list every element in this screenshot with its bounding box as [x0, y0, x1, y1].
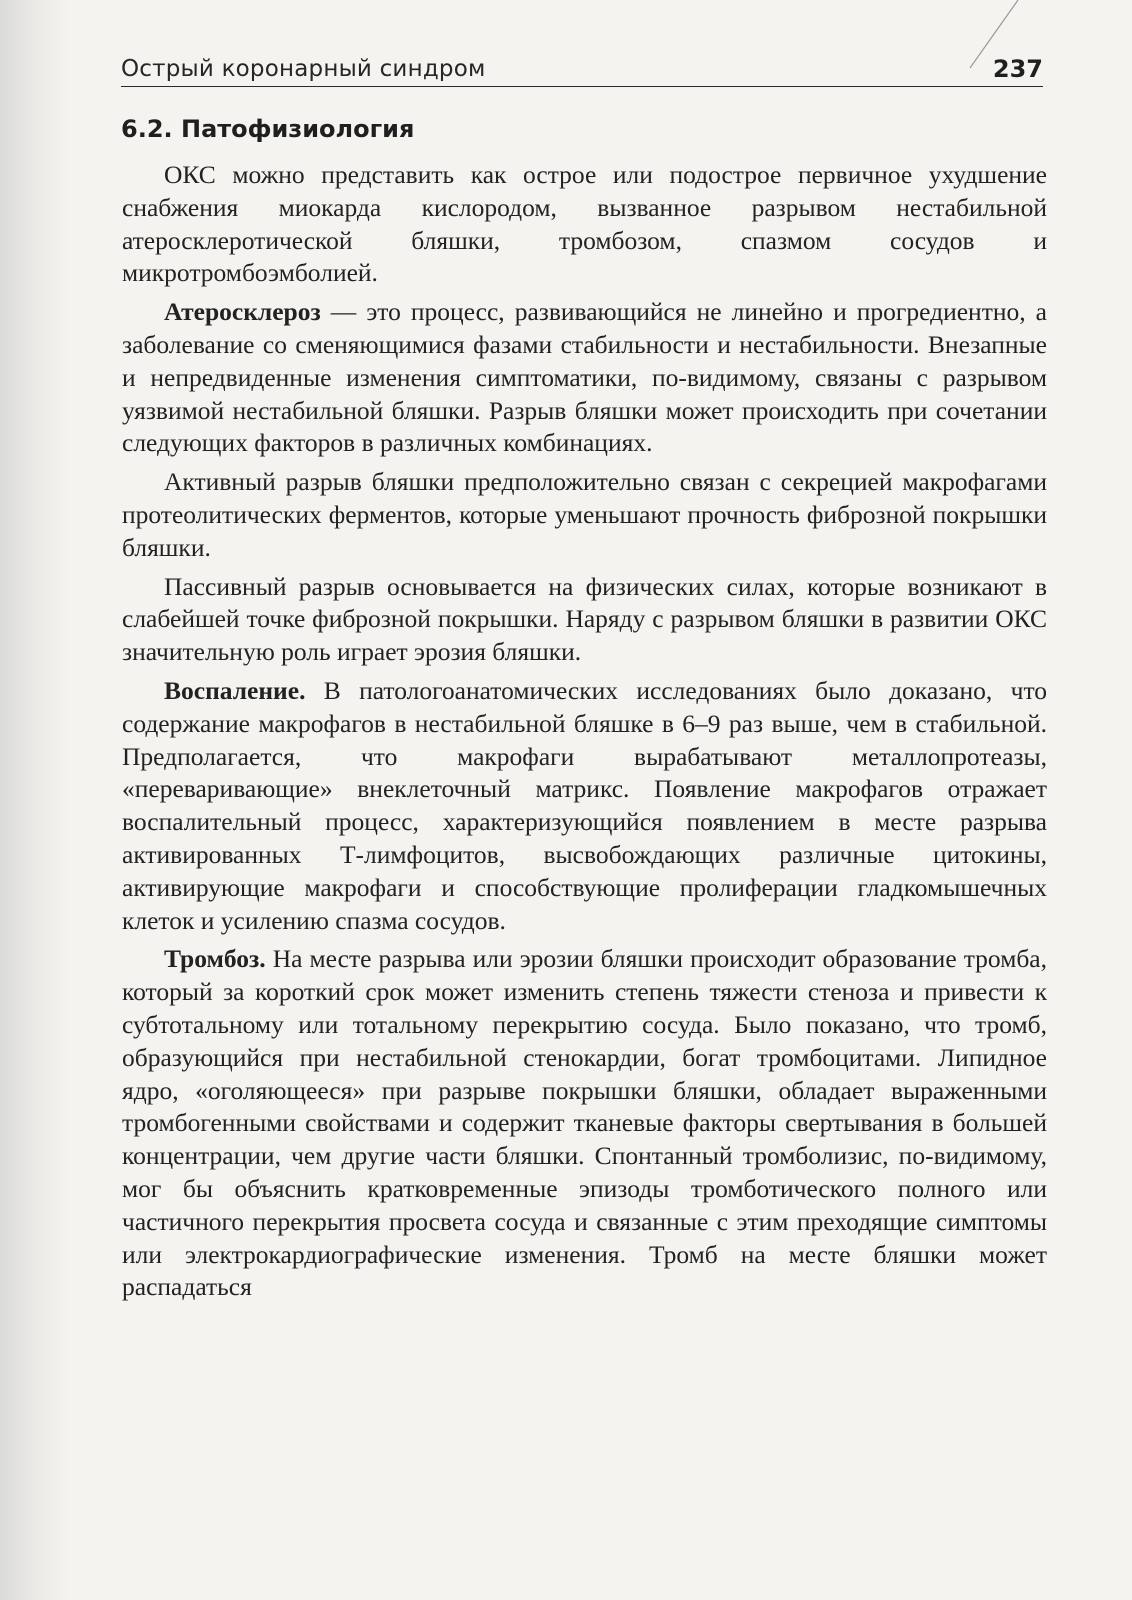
paragraph-text: В патологоанатомических исследованиях было доказано, что содержание макрофагов в нестабильной бляшке в 6–9 раз выше, чем в стабильной. Предполагается, что макрофаги вырабатывают металлопротеазы, «переваривающие» внеклеточный матрикс. Появление макрофагов отражает воспалительный процесс, характеризующийся появлением в месте разрыва активированных Т-лимфоцитов, высвобождающих различные цитокины, активирующие макрофаги и способствующие пролиферации гладкомышечных клеток и усилению спазма сосудов.	[122, 675, 1047, 935]
paragraph-inflammation	[122, 675, 1047, 937]
paragraph-atherosclerosis	[122, 296, 1047, 460]
paragraph-text: Активный разрыв бляшки предположительно связан с секрецией макрофагами протеолитических ферментов, которые уменьшают прочность фиброзной покрышки бляшки.	[122, 467, 1047, 562]
paragraph-thrombosis	[122, 943, 1047, 1304]
paragraph-text: На месте разрыва или эрозии бляшки происходит образование тромба, который за короткий срок может изменить степень тяжести стеноза и привести к субтотальному или тотальному перекрытию сосуда. Было показано, что тромб, образующийся при нестабильной стенокардии, богат тромбоцитами. Липидное ядро, «оголяющееся» при разрыве покрышки бляшки, обладает выраженными тромбогенными свойствами и содержит тканевые факторы свертывания в большей концентрации, чем другие части бляшки. Спонтанный тромболизис, по-видимому, мог бы объяснить кратковременные эпизоды тромботического полного или частичного перекрытия просвета сосуда и связанные с этим преходящие симптомы или электрокардиографические изменения. Тромб на месте бляшки может распадаться	[122, 944, 1047, 1302]
paragraph-text: ОКС можно представить как острое или подострое первичное ухудшение снабжения миокарда кислородом, вызванное разрывом нестабильной атеросклеротической бляшки, тромбозом, спазмом сосудов и микротромбоэмболией.	[122, 160, 1047, 288]
paragraph-intro	[122, 159, 1047, 290]
paragraph-term: Тромбоз.	[164, 944, 266, 974]
running-title: Острый коронарный синдром	[121, 56, 486, 82]
body-text	[122, 159, 1047, 1310]
paragraph-text: Пассивный разрыв основывается на физических силах, которые возникают в слабейшей точке фиброзной покрышки. Наряду с разрывом бляшки в развитии ОКС значительную роль играет эрозия бляшки.	[122, 571, 1047, 667]
section-heading: 6.2. Патофизиология	[121, 115, 415, 143]
binding-gutter-shadow	[0, 0, 70, 1600]
running-header	[121, 56, 1043, 87]
paragraph-passive-rupture	[122, 571, 1047, 669]
paragraph-active-rupture	[122, 466, 1047, 564]
paragraph-term: Воспаление.	[164, 675, 306, 705]
page-number: 237	[992, 55, 1043, 83]
paragraph-term: Атеросклероз	[164, 297, 321, 327]
paragraph-text: — это процесс, развивающийся не линейно и прогредиентно, а заболевание со сменяющимися фазами стабильности и нестабильности. Внезапные и непредвиденные изменения симптоматики, по-видимому, связаны с разрывом уязвимой нестабильной бляшки. Разрыв бляшки может происходить при сочетании следующих факторов в различных комбинациях.	[122, 297, 1047, 458]
